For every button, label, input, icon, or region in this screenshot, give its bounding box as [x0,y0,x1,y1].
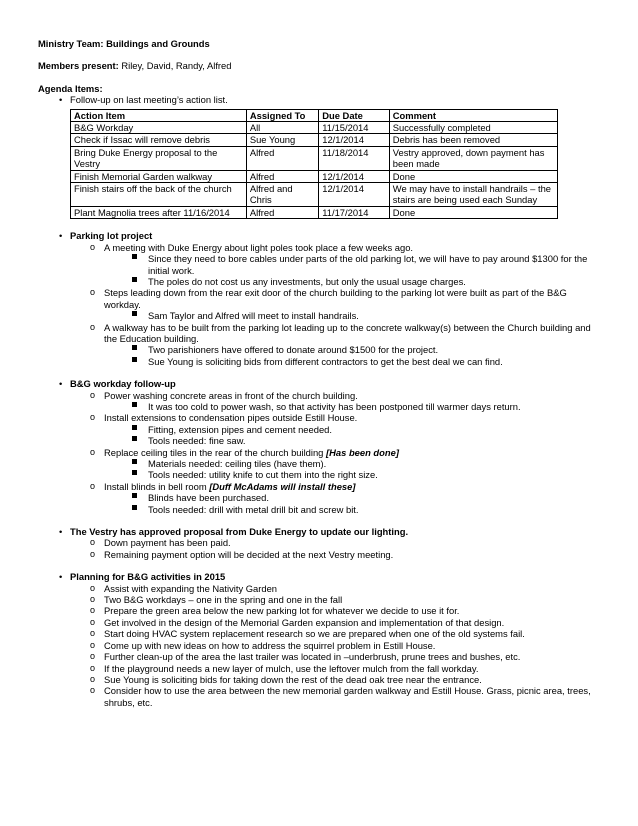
list-item: o Steps leading down from the rear exit door of the church building to the parking lot were built as part of the B&G workday. [90,287,567,310]
table-row [71,183,558,207]
table-cell: B&G Workday [71,122,247,134]
table-cell: Debris has been removed [389,134,557,146]
circle-bullet-icon: o [90,594,96,605]
list-item: o Consider how to use the area between the new memorial garden walkway and Estill House. Grass, picnic area, trees, shrubs, etc. [90,685,591,708]
circle-bullet-icon: o [90,685,96,696]
status-note: [Has been done] [326,446,399,458]
circle-bullet-icon: o [90,673,96,684]
list-item: o Remaining payment option will be decided at the next Vestry meeting. [90,548,394,560]
list-item: o Install blinds in bell room [Duff McAdams will install these] [90,480,356,492]
list-item: o Assist with expanding the Nativity Garden [90,582,278,594]
list-item: o Start doing HVAC system replacement research so we are prepared when one of the old systems fail. [90,628,525,640]
circle-bullet-icon: o [90,662,96,673]
square-bullet-icon [132,459,137,464]
table-cell: 12/1/2014 [319,170,390,182]
circle-bullet-icon: o [90,241,96,252]
circle-bullet-icon: o [90,389,96,400]
list-item: Tools needed: drill with metal drill bit and screw bit. [38,504,598,515]
workday-section-title: • B&G workday follow-up [59,378,176,390]
square-bullet-icon [132,436,137,441]
bullet-icon: • [59,571,63,583]
square-bullet-icon [132,470,137,475]
parking-section-title: • Parking lot project [59,230,153,242]
square-bullet-icon [132,254,137,259]
table-row [71,206,558,218]
square-bullet-icon [132,357,137,362]
table-cell: 11/15/2014 [319,122,390,134]
list-item: It was too cold to power wash, so that activity has been postponed till warmer days return. [38,401,598,412]
team-heading: Ministry Team: Buildings and Grounds [38,38,210,49]
square-bullet-icon [132,277,137,282]
list-item: o Get involved in the design of the Memorial Garden expansion and implementation of that design. [90,616,505,628]
square-bullet-icon [132,345,137,350]
list-item: Two parishioners have offered to donate around $1500 for the project. [38,344,598,355]
table-cell: Check if Issac will remove debris [71,134,247,146]
circle-bullet-icon: o [90,412,96,423]
list-item: o Come up with new ideas on how to address the squirrel problem in Estill House. [90,639,436,651]
circle-bullet-icon: o [90,639,96,650]
table-cell: 12/1/2014 [319,134,390,146]
circle-bullet-icon: o [90,537,96,548]
table-row [71,146,558,170]
table-cell: Done [389,170,557,182]
list-item: o Sue Young is soliciting bids for taking down the rest of the dead oak tree near the entrance. [90,673,482,685]
document-page [38,38,598,708]
list-item: Tools needed: utility knife to cut them into the right size. [38,469,598,480]
list-item: Sue Young is soliciting bids from different contractors to get the best deal we can find. [38,356,598,367]
table-cell: All [246,122,318,134]
list-item: Materials needed: ceiling tiles (have them). [38,458,598,469]
circle-bullet-icon: o [90,446,96,457]
table-cell: Alfred and Chris [246,183,318,207]
table-row [71,134,558,146]
list-item: o Power washing concrete areas in front of the church building. [90,389,358,401]
circle-bullet-icon: o [90,480,96,491]
circle-bullet-icon: o [90,321,96,332]
vestry-section-title: • The Vestry has approved proposal from Duke Energy to update our lighting. [59,526,409,538]
table-cell: Successfully completed [389,122,557,134]
table-cell: Vestry approved, down payment has been made [389,146,557,170]
action-table-header [71,109,558,121]
list-item: o Prepare the green area below the new parking lot for whatever we decide to use it for. [90,605,460,617]
list-item: Fitting, extension pipes and cement needed. [38,424,598,435]
square-bullet-icon [132,402,137,407]
circle-bullet-icon: o [90,651,96,662]
list-item: The poles do not cost us any investments, but only the usual usage charges. [38,276,598,287]
circle-bullet-icon: o [90,582,96,593]
header-assigned-to: Assigned To [246,109,318,121]
table-cell: Alfred [246,206,318,218]
square-bullet-icon [132,505,137,510]
list-item: o A walkway has to be built from the parking lot leading up to the concrete walkway(s) between the Church building and the Education building. [90,321,591,344]
square-bullet-icon [132,311,137,316]
circle-bullet-icon: o [90,605,96,616]
header-comment: Comment [389,109,557,121]
bullet-icon: • [59,378,63,390]
circle-bullet-icon: o [90,548,96,559]
table-cell: We may have to install handrails – the stairs are being used each Sunday [389,183,557,207]
circle-bullet-icon: o [90,287,96,298]
bullet-icon: • [59,230,63,242]
square-bullet-icon [132,425,137,430]
table-cell: Sue Young [246,134,318,146]
table-cell: Finish stairs off the back of the church [71,183,247,207]
followup-item: • Follow-up on last meeting’s action list. [59,94,228,106]
status-note: [Duff McAdams will install these] [209,480,356,492]
table-cell: Alfred [246,170,318,182]
table-cell: Done [389,206,557,218]
table-row [71,122,558,134]
bullet-icon: • [59,526,63,538]
list-item: Since they need to bore cables under parts of the old parking lot, we will have to pay around $1300 for the initial work. [38,253,598,276]
circle-bullet-icon: o [90,628,96,639]
list-item: o Two B&G workdays – one in the spring and one in the fall [90,594,343,606]
circle-bullet-icon: o [90,616,96,627]
list-item: o Install extensions to condensation pipes outside Estill House. [90,412,358,424]
members-line: Members present: Riley, David, Randy, Alfred [38,60,232,72]
list-item: o Down payment has been paid. [90,537,231,549]
table-row [71,170,558,182]
bullet-icon: • [59,94,63,106]
table-cell: 11/18/2014 [319,146,390,170]
table-cell: Finish Memorial Garden walkway [71,170,247,182]
table-cell: Bring Duke Energy proposal to the Vestry [71,146,247,170]
planning-section-title: • Planning for B&G activities in 2015 [59,571,226,583]
table-cell: 12/1/2014 [319,183,390,207]
square-bullet-icon [132,493,137,498]
table-cell: Alfred [246,146,318,170]
table-cell: Plant Magnolia trees after 11/16/2014 [71,206,247,218]
list-item: Sam Taylor and Alfred will meet to install handrails. [38,310,598,321]
list-item: Tools needed: fine saw. [38,435,598,446]
list-item: o Replace ceiling tiles in the rear of the church building [Has been done] [90,446,399,458]
agenda-heading: Agenda Items: [38,82,103,94]
list-item: Blinds have been purchased. [38,492,598,503]
header-action-item: Action Item [71,109,247,121]
list-item: o Further clean-up of the area the last trailer was located in –underbrush, prune trees and bushes, etc. [90,651,521,663]
list-item: o A meeting with Duke Energy about light poles took place a few weeks ago. [90,241,414,253]
header-due-date: Due Date [319,109,390,121]
list-item: o If the playground needs a new layer of mulch, use the leftover mulch from the fall workday. [90,662,479,674]
table-cell: 11/17/2014 [319,206,390,218]
action-table [70,109,558,220]
